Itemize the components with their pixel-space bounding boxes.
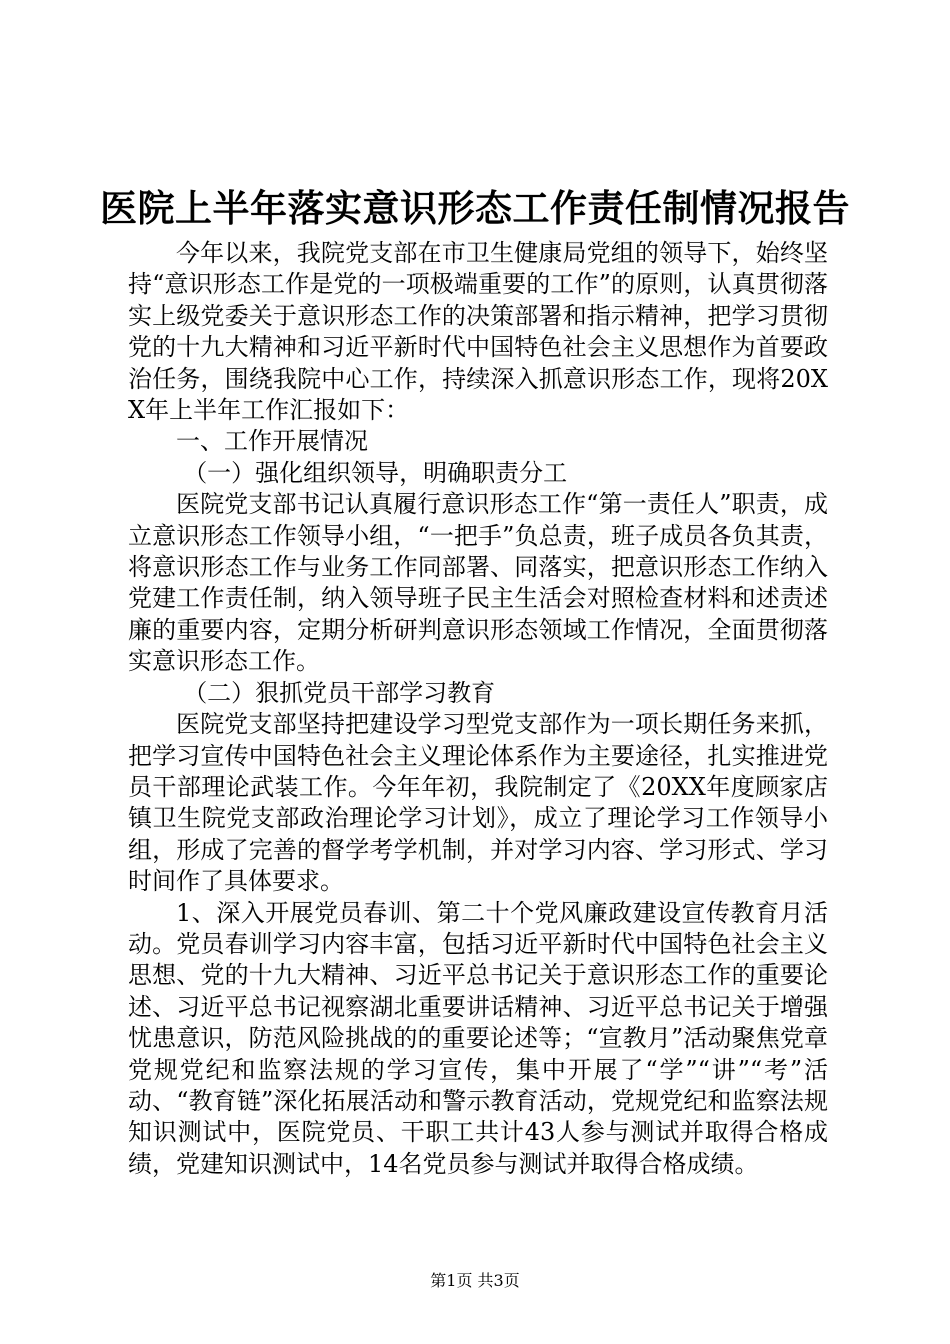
document-body <box>128 238 828 1180</box>
section-heading-work-progress: 一、工作开展情况 <box>176 427 368 456</box>
paragraph-organization: 医院党支部书记认真履行意识形态工作“第一责任人”职责，成立意识形态工作领导小组，“一把手”负总责，班子成员各负其责，将意识形态工作与业务工作同部署、同落实，把意识形态工作纳入党建工作责任制，纳入领导班子民主生活会对照检查材料和述责述廉的重要内容，定期分析研判意识形态领域工作情况，全面贯彻落实意识形态工作。 <box>128 490 828 676</box>
page-number-footer: 第1页 共3页 <box>430 1271 520 1290</box>
document-title: 医院上半年落实意识形态工作责任制情况报告 <box>100 186 850 230</box>
subsection-heading-organization: （一）强化组织领导，明确职责分工 <box>183 458 568 487</box>
paragraph-study: 医院党支部坚持把建设学习型党支部作为一项长期任务来抓，把学习宣传中国特色社会主义理论体系作为主要途径，扎实推进党员干部理论武装工作。今年年初，我院制定了《20XX年度顾家店镇卫生院党支部政治理论学习计划》，成立了理论学习工作领导小组，形成了完善的督学考学机制，并对学习内容、学习形式、学习时间作了具体要求。 <box>128 710 828 896</box>
paragraph-spring-training: 1、深入开展党员春训、第二十个党风廉政建设宣传教育月活动。党员春训学习内容丰富，包括习近平新时代中国特色社会主义思想、党的十九大精神、习近平总书记关于意识形态工作的重要论述、习近平总书记视察湖北重要讲话精神、习近平总书记关于增强忧患意识，防范风险挑战的的重要论述等；“宣教月”活动聚焦党章党规党纪和监察法规的学习宣传，集中开展了“学”“讲”“考”活动、“教育链”深化拓展活动和警示教育活动，党规党纪和监察法规知识测试中，医院党员、干职工共计43人参与测试并取得合格成绩，党建知识测试中，14名党员参与测试并取得合格成绩。 <box>128 898 828 1178</box>
subsection-heading-study: （二）狠抓党员干部学习教育 <box>183 678 496 707</box>
paragraph-intro: 今年以来，我院党支部在市卫生健康局党组的领导下，始终坚持“意识形态工作是党的一项极端重要的工作”的原则，认真贯彻落实上级党委关于意识形态工作的决策部署和指示精神，把学习贯彻党的十九大精神和习近平新时代中国特色社会主义思想作为首要政治任务，围绕我院中心工作，持续深入抓意识形态工作，现将20XX年上半年工作汇报如下： <box>128 239 828 425</box>
